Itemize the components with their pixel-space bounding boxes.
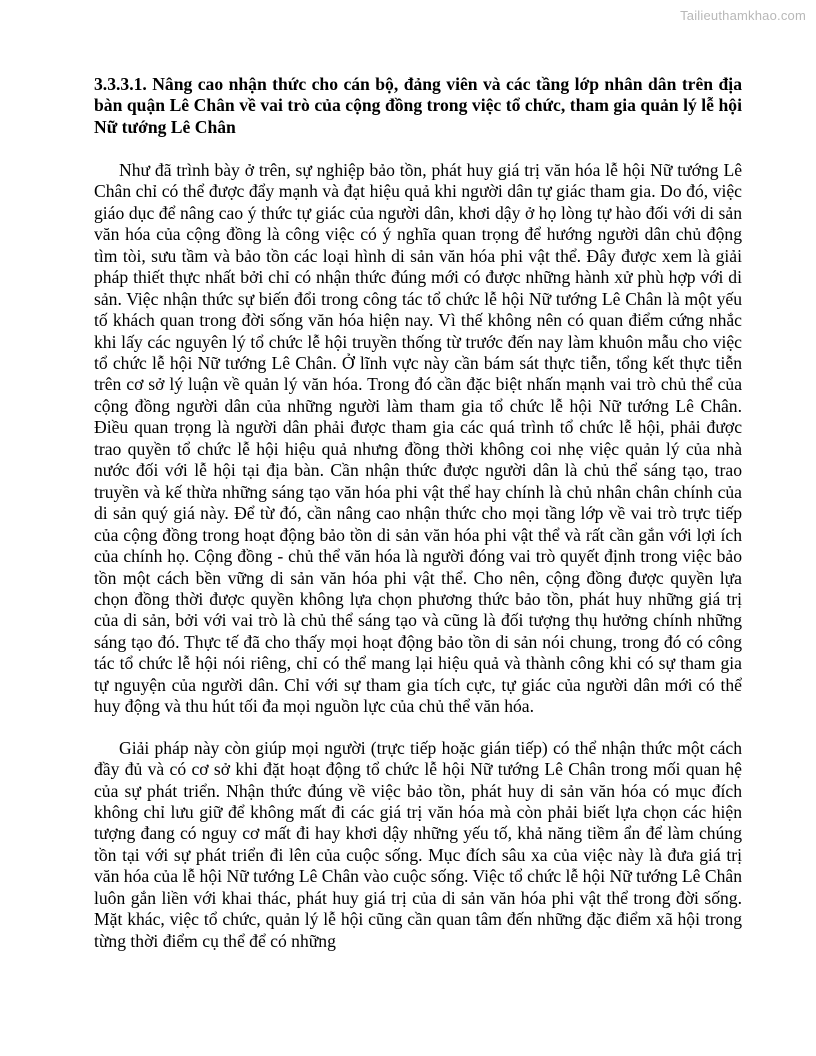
document-page (94, 74, 742, 952)
paragraph-2: Giải pháp này còn giúp mọi người (trực tiếp hoặc gián tiếp) có thể nhận thức một cách đầy đủ và có cơ sở khi đặt hoạt động tổ chức lễ hội Nữ tướng Lê Chân trong mối quan hệ của sự phát triển. Nhận thức đúng về việc bảo tồn, phát huy di sản văn hóa có mục đích không chỉ lưu giữ để không mất đi các giá trị văn hóa mà còn phải biết lựa chọn các hiện tượng đang có nguy cơ mất đi hay khơi dậy những yếu tố, khả năng tiềm ẩn để làm chúng tồn tại với sự phát triển đi lên của cuộc sống. Mục đích sâu xa của việc này là đưa giá trị văn hóa của lễ hội Nữ tướng Lê Chân vào cuộc sống. Việc tổ chức lễ hội Nữ tướng Lê Chân luôn gắn liền với khai thác, phát huy giá trị của di sản văn hóa phi vật thể trong đời sống. Mặt khác, việc tổ chức, quản lý lễ hội cũng cần quan tâm đến những đặc điểm xã hội trong từng thời điểm cụ thể để có những (94, 737, 742, 951)
section-heading: 3.3.3.1. Nâng cao nhận thức cho cán bộ, đảng viên và các tầng lớp nhân dân trên địa bàn quận Lê Chân về vai trò của cộng đồng trong việc tổ chức, tham gia quản lý lễ hội Nữ tướng Lê Chân (94, 74, 742, 137)
paragraph-1: Như đã trình bày ở trên, sự nghiệp bảo tồn, phát huy giá trị văn hóa lễ hội Nữ tướng Lê Chân chỉ có thể được đẩy mạnh và đạt hiệu quả khi người dân tự giác tham gia. Do đó, việc giáo dục để nâng cao ý thức tự giác của người dân, khơi dậy ở họ lòng tự hào đối với di sản văn hóa của cộng đồng là công việc có ý nghĩa quan trọng để hướng người dân chủ động tìm tòi, sưu tầm và bảo tồn các loại hình di sản văn hóa phi vật thể. Đây được xem là giải pháp thiết thực nhất bởi chỉ có nhận thức đúng mới có được những hành xử phù hợp với di sản. Việc nhận thức sự biến đổi trong công tác tổ chức lễ hội Nữ tướng Lê Chân là một yếu tố khách quan trong đời sống văn hóa hiện nay. Vì thế không nên có quan điểm cứng nhắc khi lấy các nguyên lý tổ chức lễ hội truyền thống từ trước đến nay làm khuôn mẫu cho việc tổ chức lễ hội Nữ tướng Lê Chân. Ở lĩnh vực này cần bám sát thực tiễn, tổng kết thực tiễn trên cơ sở lý luận về quản lý văn hóa. Trong đó cần đặc biệt nhấn mạnh vai trò chủ thể của cộng đồng người dân của những người làm tham gia tổ chức lễ hội Nữ tướng Lê Chân. Điều quan trọng là người dân phải được tham gia các quá trình tổ chức lễ hội, phải được trao quyền tổ chức lễ hội hiệu quả nhưng đồng thời không coi nhẹ việc quản lý của nhà nước đối với lễ hội tại địa bàn. Cần nhận thức được người dân là chủ thể sáng tạo, trao truyền và kế thừa những sáng tạo văn hóa phi vật thể hay chính là chủ nhân chân chính của di sản quý giá này. Để từ đó, cần nâng cao nhận thức cho mọi tầng lớp về vai trò trực tiếp của cộng đồng trong hoạt động bảo tồn di sản văn hóa phi vật thể và rất cần gắn với lợi ích của chính họ. Cộng đồng - chủ thể văn hóa là người đóng vai trò quyết định trong việc bảo tồn một cách bền vững di sản văn hóa phi vật thể. Cho nên, cộng đồng được quyền lựa chọn đồng thời được quyền không lựa chọn phương thức bảo tồn, phát huy những giá trị của di sản, bởi với vai trò là chủ thể sáng tạo và cũng là đối tượng thụ hưởng chính những sáng tạo đó. Thực tế đã cho thấy mọi hoạt động bảo tồn di sản nói chung, trong đó có công tác tổ chức lễ hội nói riêng, chỉ có thể mang lại hiệu quả và thành công khi có sự tham gia tự nguyện của người dân. Chỉ với sự tham gia tích cực, tự giác của người dân mới có thể huy động và thu hút tối đa mọi nguồn lực của chủ thể văn hóa. (94, 159, 742, 717)
watermark: Tailieuthamkhao.com (680, 8, 806, 23)
